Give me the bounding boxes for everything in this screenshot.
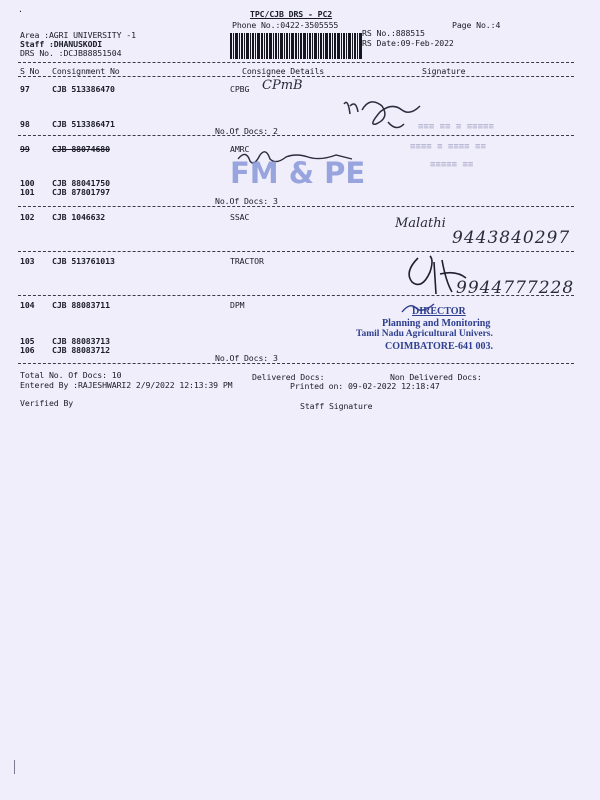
handwritten-name: Malathi	[395, 216, 446, 231]
handwritten-phone: 9944777228	[456, 278, 575, 298]
delivered-docs: Delivered Docs:	[252, 372, 325, 382]
edge-mark	[14, 760, 15, 774]
fmpe-stamp: FM & PE	[230, 156, 366, 190]
row-consignment: CJB 88041750	[52, 178, 110, 188]
header-rule-top	[18, 62, 574, 63]
bleed-through-mark: ≡≡≡≡≡ ≡≡	[430, 160, 474, 170]
drs-number: DRS No. :DCJB88851504	[20, 48, 122, 58]
row-sno: 102	[20, 212, 35, 222]
handwritten-cpmb: CPmB	[262, 78, 303, 93]
area-label: Area :AGRI UNIVERSITY -1	[20, 30, 136, 40]
row-consignment: CJB 1046632	[52, 212, 106, 222]
row-sno: 103	[20, 256, 35, 266]
row-sno: 99	[20, 144, 30, 154]
rs-date: RS Date:09-Feb-2022	[362, 38, 454, 48]
header-rule-bottom	[18, 76, 574, 77]
row-details: DPM	[230, 300, 245, 310]
row-sno: 101	[20, 187, 35, 197]
row-sno: 100	[20, 178, 35, 188]
row-rule	[18, 135, 574, 136]
stamp-city: COIMBATORE-641 003.	[385, 341, 493, 352]
row-sno: 105	[20, 336, 35, 346]
row-details: AMRC	[230, 144, 250, 154]
col-signature: Signature	[422, 66, 466, 76]
col-consignment: Consignment No	[52, 66, 120, 76]
stamp-department: Planning and Monitoring	[382, 318, 491, 329]
stamp-university: Tamil Nadu Agricultural Univers.	[356, 329, 493, 339]
stamp-director: DIRECTOR	[412, 306, 466, 317]
row-consignment: CJB 513386471	[52, 119, 115, 129]
row-rule	[18, 363, 574, 364]
docs-count: No.Of Docs: 2	[215, 126, 278, 136]
row-consignment: CJB 513761013	[52, 256, 115, 266]
staff-label: Staff :DHANUSKODI	[20, 39, 103, 49]
page-number: Page No.:4	[452, 20, 501, 30]
row-consignment: CJB 88083712	[52, 345, 110, 355]
row-sno: 106	[20, 345, 35, 355]
report-title: TPC/CJB DRS - PC2	[250, 9, 333, 19]
row-details: SSAC	[230, 212, 250, 222]
bleed-through-mark: ≡≡≡ ≡≡ ≡ ≡≡≡≡≡	[418, 122, 494, 132]
barcode	[230, 33, 362, 59]
row-details: CPBG	[230, 84, 250, 94]
bleed-through-mark: ≡≡≡≡ ≡ ≡≡≡≡ ≡≡	[410, 142, 486, 152]
rs-number: RS No.:888515	[362, 28, 425, 38]
row-sno: 104	[20, 300, 35, 310]
row-rule	[18, 251, 574, 252]
phone-number: Phone No.:0422-3505555	[232, 20, 339, 30]
row-consignment: CJB 88083711	[52, 300, 110, 310]
corner-mark: .	[18, 4, 23, 14]
verified-by: Verified By	[20, 398, 74, 408]
row-consignment: CJB 88074680	[52, 144, 110, 154]
non-delivered-docs: Non Delivered Docs:	[390, 372, 482, 382]
docs-count: No.Of Docs: 3	[215, 196, 278, 206]
row-sno: 97	[20, 84, 30, 94]
row-rule	[18, 295, 574, 296]
docs-count: No.Of Docs: 3	[215, 353, 278, 363]
row-consignment: CJB 87801797	[52, 187, 110, 197]
col-sno: S No	[20, 66, 40, 76]
row-consignment: CJB 513386470	[52, 84, 115, 94]
row-consignment: CJB 88083713	[52, 336, 110, 346]
row-sno: 98	[20, 119, 30, 129]
printed-on: Printed on: 09-02-2022 12:18:47	[290, 381, 440, 391]
entered-by: Entered By :RAJESHWARI2 2/9/2022 12:13:39 PM	[20, 380, 233, 390]
col-consignee: Consignee Details	[242, 66, 325, 76]
staff-signature-label: Staff Signature	[300, 401, 373, 411]
handwritten-phone: 9443840297	[452, 228, 571, 248]
row-rule	[18, 206, 574, 207]
total-docs: Total No. Of Docs: 10	[20, 370, 122, 380]
row-details: TRACTOR	[230, 256, 264, 266]
